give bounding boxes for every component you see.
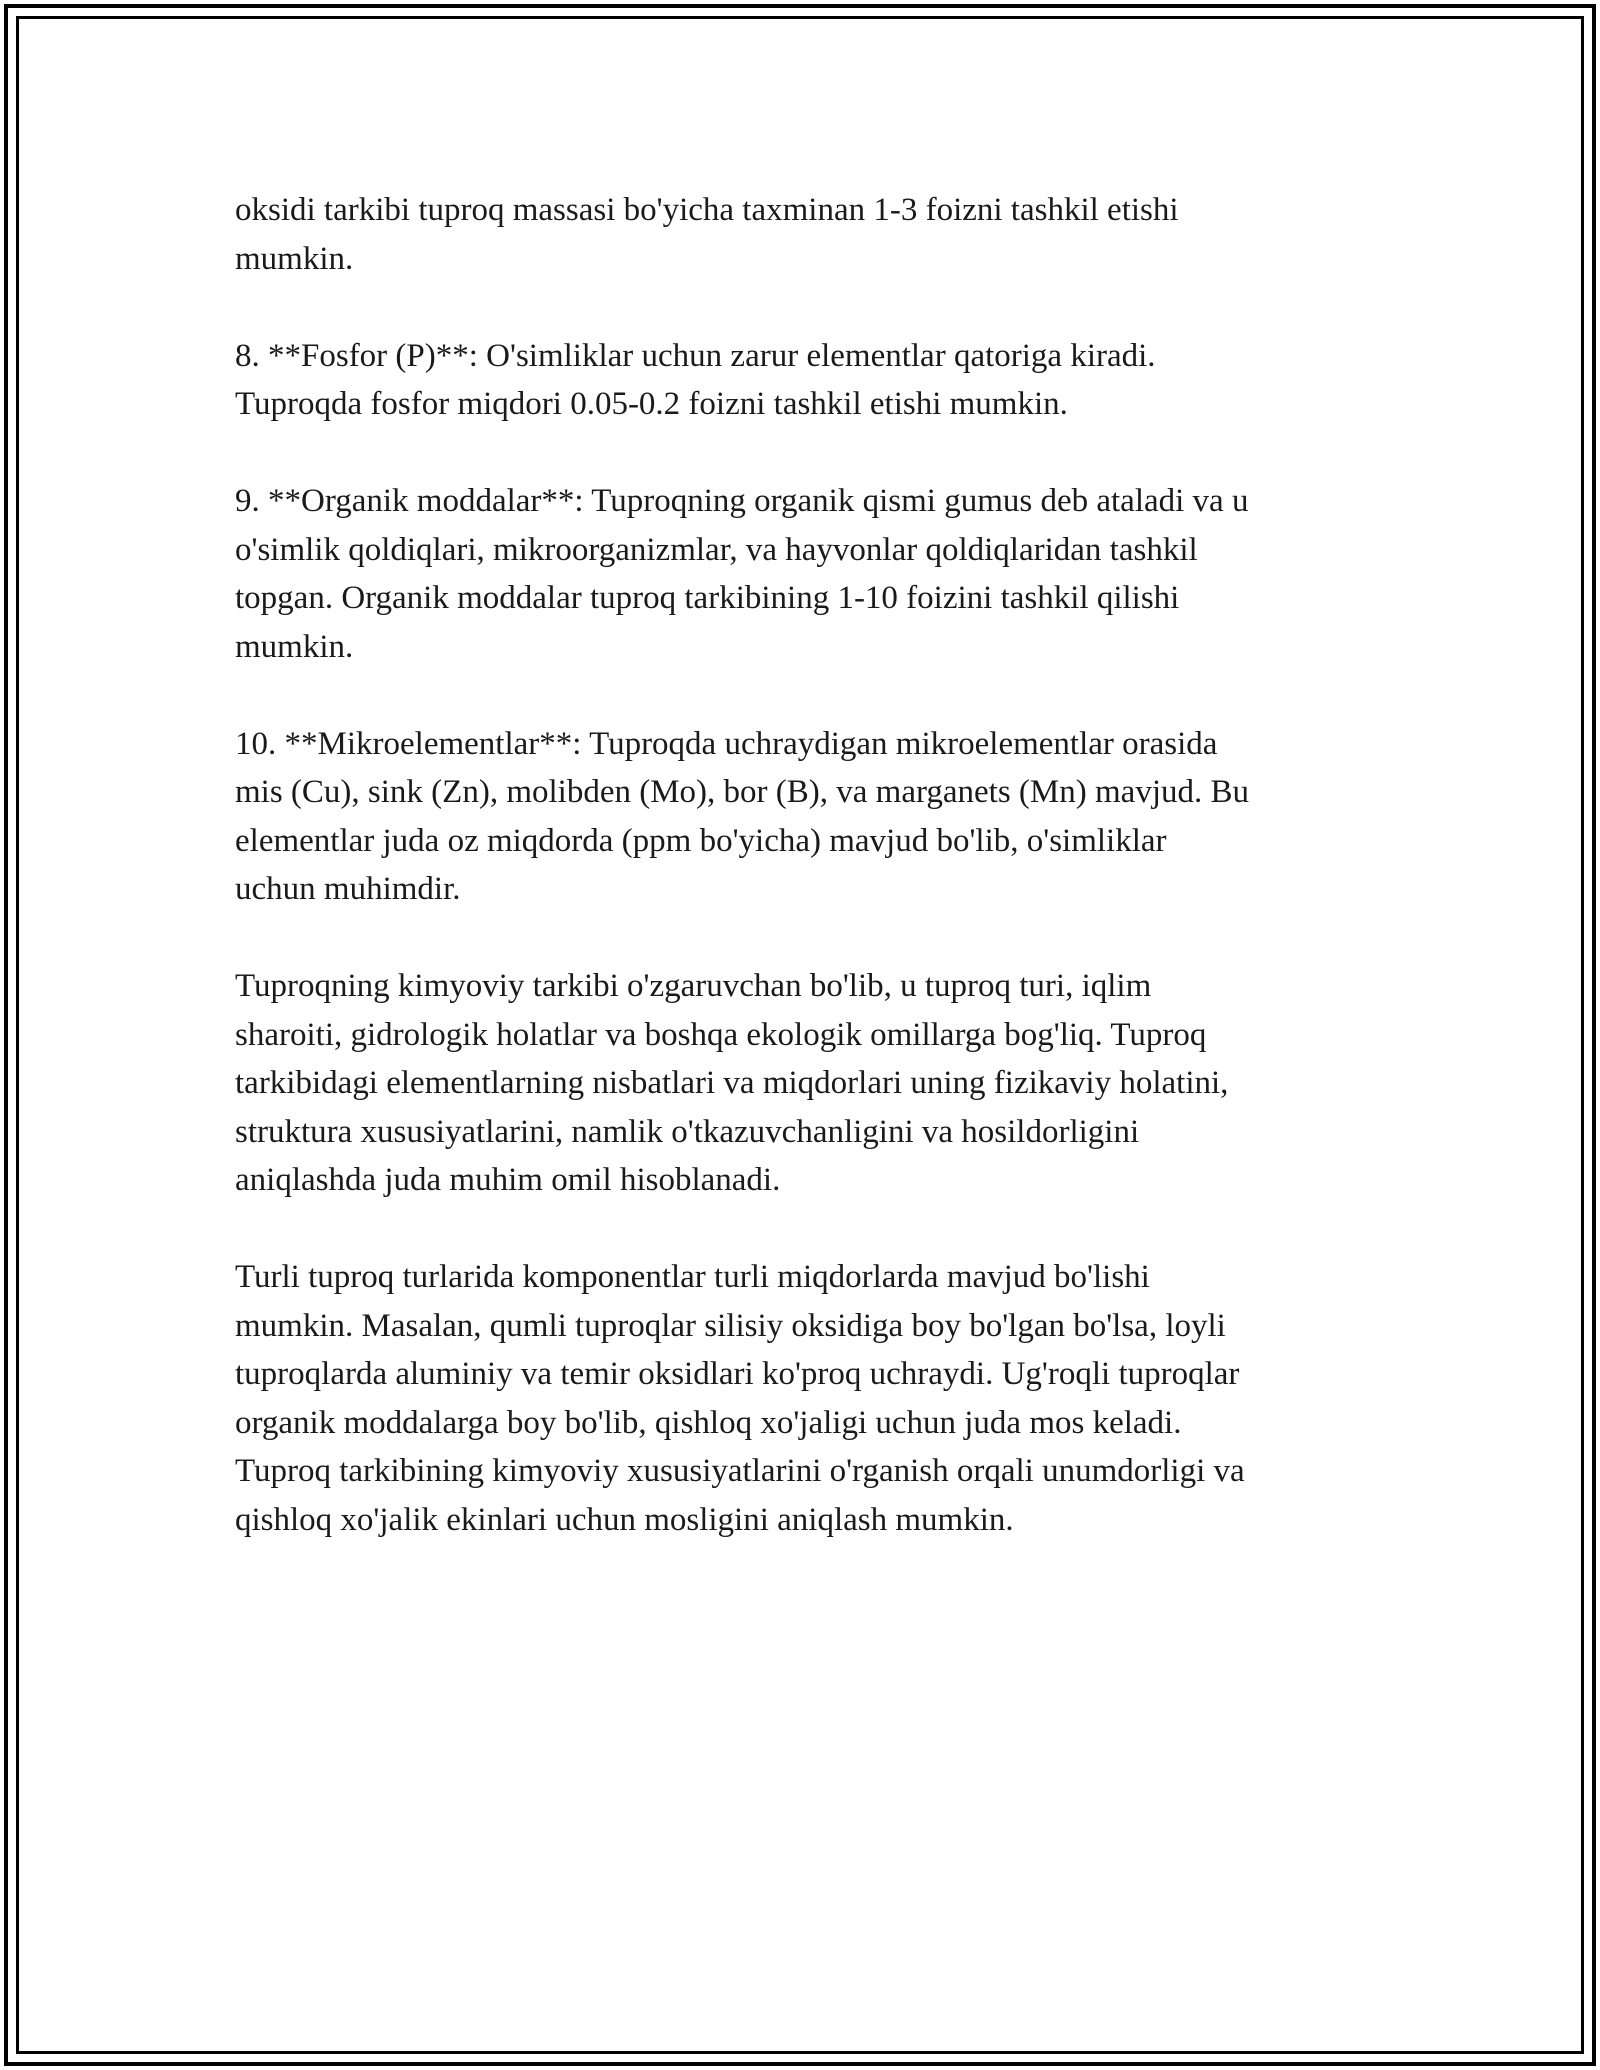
text-line: Tuproq tarkibining kimyoviy xususiyatlarini o'rganish orqali unumdorligi va	[235, 1453, 1245, 1489]
paragraph-oxide-continuation	[235, 186, 1385, 283]
text-line: 10. **Mikroelementlar**: Tuproqda uchraydigan mikroelementlar orasida	[235, 725, 1218, 762]
paragraph-soil-types	[235, 1253, 1385, 1544]
text-line: mumkin.	[235, 240, 354, 277]
text-line: 9. **Organik moddalar**: Tuproqning organik qismi gumus deb ataladi va u	[235, 483, 1249, 519]
text-line: Tuproqning kimyoviy tarkibi o'zgaruvchan bo'lib, u tuproq turi, iqlim	[235, 968, 1152, 1004]
text-line: tarkibidagi elementlarning nisbatlari va miqdorlari uning fizikaviy holatini,	[235, 1065, 1229, 1101]
paragraph-microelements	[235, 720, 1385, 914]
text-line: 8. **Fosfor (P)**: O'simliklar uchun zarur elementlar qatoriga kiradi.	[235, 337, 1156, 374]
paragraph-phosphorus	[235, 332, 1385, 429]
text-line: organik moddalarga boy bo'lib, qishloq xo'jaligi uchun juda mos keladi.	[235, 1404, 1182, 1441]
text-line: o'simlik qoldiqlari, mikroorganizmlar, va hayvonlar qoldiqlaridan tashkil	[235, 531, 1198, 568]
text-line: oksidi tarkibi tuproq massasi bo'yicha taxminan 1-3 foizni tashkil etishi	[235, 192, 1179, 228]
text-line: topgan. Organik moddalar tuproq tarkibining 1-10 foizini tashkil qilishi	[235, 580, 1180, 616]
text-line: mis (Cu), sink (Zn), molibden (Mo), bor (B), va marganets (Mn) mavjud. Bu	[235, 774, 1249, 810]
text-line: mumkin. Masalan, qumli tuproqlar silisiy oksidiga boy bo'lgan bo'lsa, loyli	[235, 1307, 1226, 1344]
paragraph-chemical-composition	[235, 962, 1385, 1205]
text-line: Tuproqda fosfor miqdori 0.05-0.2 foizni tashkil etishi mumkin.	[235, 386, 1068, 422]
text-line: aniqlashda juda muhim omil hisoblanadi.	[235, 1162, 781, 1198]
text-line: mumkin.	[235, 628, 354, 665]
text-line: Turli tuproq turlarida komponentlar turli miqdorlarda mavjud bo'lishi	[235, 1259, 1150, 1295]
text-line: tuproqlarda aluminiy va temir oksidlari ko'proq uchraydi. Ug'roqli tuproqlar	[235, 1356, 1240, 1392]
text-line: elementlar juda oz miqdorda (ppm bo'yicha) mavjud bo'lib, o'simliklar	[235, 822, 1167, 859]
text-line: uchun muhimdir.	[235, 871, 461, 907]
document-body	[235, 186, 1385, 1593]
text-line: struktura xususiyatlarini, namlik o'tkazuvchanligini va hosildorligini	[235, 1113, 1140, 1150]
text-line: sharoiti, gidrologik holatlar va boshqa ekologik omillarga bog'liq. Tuproq	[235, 1016, 1207, 1053]
paragraph-organic-matter	[235, 477, 1385, 671]
text-line: qishloq xo'jalik ekinlari uchun mosligini aniqlash mumkin.	[235, 1501, 1014, 1538]
